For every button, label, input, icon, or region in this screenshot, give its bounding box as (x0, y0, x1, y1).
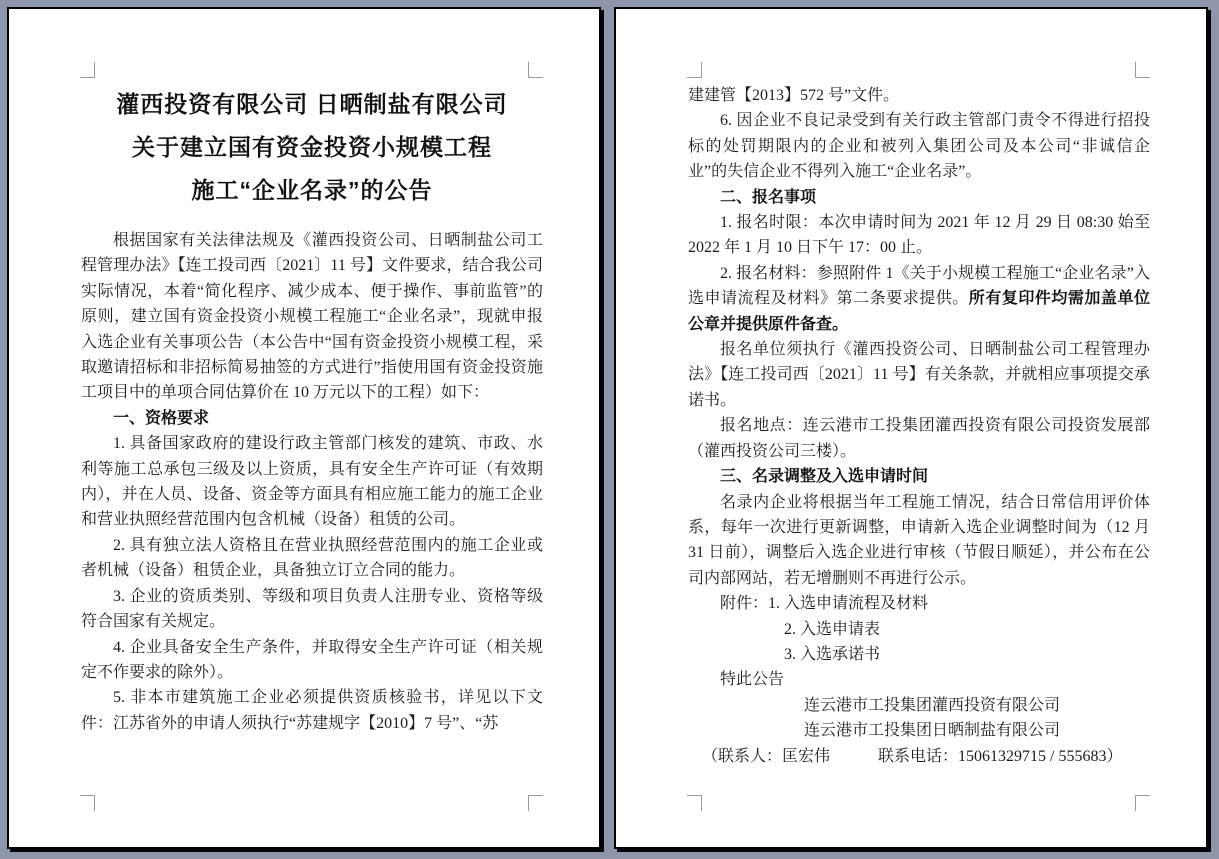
qualification-item-3: 3. 企业的资质类别、等级和项目负责人注册专业、资格等级符合国家有关规定。 (81, 587, 543, 631)
intro-paragraph: 根据国家有关法律法规及《灌西投资公司、日晒制盐公司工程管理办法》【连工投司西〔2021〕11 号】文件要求，结合我公司实际情况，本着“简化程序、减少成本、便于操作、事前监管”的原则，建立国有资金投资小规模工程施工“企业名录”，现就申报入选企业有关事项公告（本公告中“国有资金投资小规模工程，采取邀请招标和非招标简易抽签的方式进行”指使用国有资金投资施工项目中的单项合同估算价在 10 万元以下的工程）如下： (81, 232, 543, 402)
text-boundary-mark-bottom-right (1135, 795, 1150, 811)
text-boundary-mark-top-left (687, 62, 702, 78)
page-1-content (81, 83, 543, 736)
text-boundary-mark-top-left (80, 62, 95, 78)
attachment-item-1: 1. 入选申请流程及材料 (768, 595, 929, 613)
document-title-line-2: 关于建立国有资金投资小规模工程 (132, 134, 492, 160)
signup-time-paragraph: 1. 报名时限：本次申请时间为 2021 年 12 月 29 日 08:30 始至 2022 年 1 月 10 日下午 17：00 止。 (688, 214, 1150, 257)
section-2-heading: 二、报名事项 (720, 188, 817, 206)
document-title-line-3: 施工“企业名录”的公告 (191, 177, 433, 203)
text-boundary-mark-bottom-left (80, 795, 95, 811)
text-boundary-mark-top-right (528, 62, 543, 78)
continuation-line: 建建管【2013】572 号”文件。 (688, 87, 900, 104)
closing-line: 特此公告 (720, 671, 785, 689)
qualification-item-4: 4. 企业具备安全生产条件，并取得安全生产许可证（相关规定不作要求的除外）。 (81, 638, 543, 681)
section-3-heading: 三、名录调整及入选申请时间 (720, 468, 929, 486)
signup-materials-paragraph (688, 261, 1150, 337)
text-boundary-mark-bottom-right (528, 795, 543, 811)
document-page-2 (614, 7, 1208, 849)
qualification-item-1: 1. 具备国家政府的建设行政主管部门核发的建筑、市政、水利等施工总承包三级及以上资质，具有安全生产许可证（有效期内），并在人员、设备、资金等方面具有相应施工能力的施工企业和营业执照经营范围内包含机械（设备）租赁的公司。 (81, 435, 543, 529)
qualification-item-6: 6. 因企业不良记录受到有关行政主管部门责令不得进行招投标的处罚期限内的企业和被列入集团公司及本公司“非诚信企业”的失信企业不得列入施工“企业名录”。 (688, 112, 1150, 181)
adjustment-paragraph: 名录内企业将根据当年工程施工情况，结合日常信用评价体系，每年一次进行更新调整，申请新入选企业调整时间为（12 月 31 日前），调整后入选企业进行审核（节假日顺延），并公布在公司内部网站，若无增删则不再进行公示。 (688, 493, 1150, 587)
signup-materials-bold-text: 所有复印件均需加盖单位公章并提供原件备查。 (688, 290, 1150, 333)
qualification-item-5: 5. 非本市建筑施工企业必须提供资质核验书，详见以下文件：江苏省外的申请人须执行“苏建规字【2010】7 号”、“苏 (81, 689, 543, 732)
document-title (81, 83, 543, 212)
attachment-item-2: 2. 入选申请表 (784, 620, 881, 638)
section-1-heading: 一、资格要求 (113, 409, 210, 427)
signature-company-2: 连云港市工投集团日晒制盐有限公司 (803, 722, 1060, 740)
signup-materials-normal-text: 2. 报名材料：参照附件 1《关于小规模工程施工“企业名录”入选申请流程及材料》第二条要求提供。 (688, 264, 1150, 308)
text-boundary-mark-top-right (1135, 62, 1150, 78)
qualification-item-2: 2. 具有独立法人资格且在营业执照经营范围内的施工企业或者机械（设备）租赁企业，具备独立订立合同的能力。 (81, 536, 543, 580)
attachment-item-3: 3. 入选承诺书 (784, 645, 881, 663)
document-page-1 (7, 7, 601, 849)
signup-rules-paragraph: 报名单位须执行《灌西投资公司、日晒制盐公司工程管理办法》【连工投司西〔2021〕11 号】有关条款，并就相应事项提交承诺书。 (688, 341, 1150, 409)
attachments-line-1 (688, 591, 1150, 616)
contact-line: （联系人：匡宏伟 联系电话：15061329715 / 555683） (702, 747, 1123, 765)
signup-location-paragraph: 报名地点：连云港市工投集团灌西投资有限公司投资发展部（灌西投资公司三楼）。 (688, 417, 1150, 460)
page-2-content (688, 83, 1150, 769)
attachments-label: 附件： (720, 595, 769, 613)
text-boundary-mark-bottom-left (687, 795, 702, 811)
signature-company-1: 连云港市工投集团灌西投资有限公司 (803, 696, 1060, 714)
document-title-line-1: 灌西投资有限公司 日晒制盐有限公司 (116, 91, 508, 117)
